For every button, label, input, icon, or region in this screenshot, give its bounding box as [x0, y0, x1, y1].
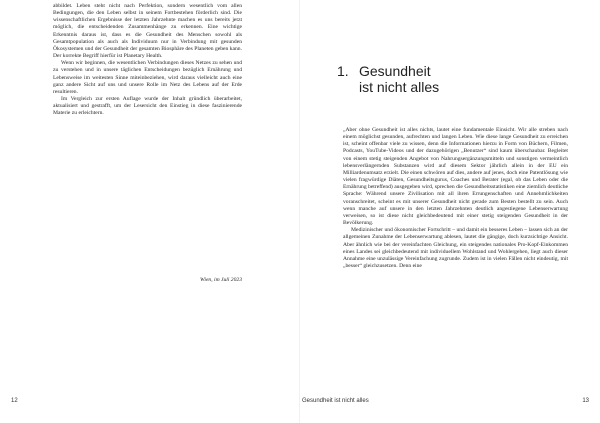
- page-number-left: 12: [11, 398, 18, 404]
- chapter-number: 1.: [337, 63, 349, 79]
- paragraph: Im Vergleich zur ersten Auflage wurde der Inhalt gründlich überarbeitet, aktualisiert und gestrafft, um der Lesersicht den Einstieg in diese faszinierende Materie zu erleichtern.: [53, 96, 242, 117]
- chapter-title-line1: Gesundheit: [359, 63, 431, 79]
- paragraph: „Aber ohne Gesundheit ist alles nichts, lautet eine fundamentale Einsicht. Wir alle streben nach einem möglichst gesunden, aufrechten und langen Leben. Wie diese lange Gesundheit zu erreichen ist, scheint offenbar viele zu wissen, denn die Informationen hierzu in Form von Büchern, Filmen, Podcasts, YouTube-Videos und der dazugehörigen „Benutzer“ sind kaum überschaubar. Begleitet von einem stetig steigenden Angebot von Nahrungsergänzungsmitteln und sonstigen vermeintlich lebensverlängernden Substanzen wird auf diesem Sektor jährlich allein in der EU ein Milliardenumsatz erzielt. Die einen schwören auf dies, andere auf jenes, doch eine Patentlösung wie vielen fragwürdige Diäten, Gesundheitsgurus, Coaches und Berater (egal, ob das Leben oder die Ernährung betreffend) ausgegeben wird, sprechen die Gesundheitsstatistiken eine ziemlich deutliche Sprache: Während unsere Zivilisation mit all ihren Errungenschaften und Annehmlichkeiten voranschreitet, scheint es mit unserer Gesundheit nicht gerade zum Besten bestellt zu sein. Auch wenn manche auf unsere in den letzten Jahrzehnten deutlich angestiegene Lebenserwartung verweisen, so ist diese nicht gleichbedeutend mit einer stetig steigenden Gesundheit in der Bevölkerung.: [343, 127, 568, 227]
- paragraph: abbildet. Leben steht nicht nach Perfektion, sondern wesentlich vom allen Bedingungen, die den Leben selbst in seinem Fortbestehen förderlich sind. Die wissenschaftlichen Ergebnisse der letzten Jahrzehnte machen es uns bereits jetzt möglich, die entscheidenden Zusammenhänge zu erkennen. Eine wichtige Erkenntnis daraus ist, dass es die Gesundheit des Menschen sowohl als Gesamtpopulation als auch als Individuum nur in Verbindung mit gesunden Ökosystemen und der Gesundheit der gesamten Biosphäre des Planeten geben kann. Der korrekte Begriff hierfür ist Planetary Health.: [53, 3, 242, 60]
- page-number-right: 13: [582, 398, 589, 404]
- chapter-title-line2: ist nicht alles: [359, 79, 440, 95]
- right-page-body: [343, 127, 568, 270]
- left-page-body: [53, 3, 242, 118]
- paragraph: Medizinischer und ökonomischer Fortschritt – und damit ein besseres Leben – lassen sich an der allgemeinen Zunahme der Lebenserwartung ablesen, lautet die gängige, doch kurzsichtige Ansicht. Aber ähnlich wie bei der vereinfachten Gleichung, ein steigendes nationales Pro-Kopf-Einkommen eines Landes sei gleichbedeutend mit individuellem Wohlstand und Wohlergehen, liegt auch dieser Annahme eine unzulässige Vereinfachung zugrunde. Zudem ist in vielen Fällen nicht eindeutig, mit „besser“ gleichzusetzen. Denn eine: [343, 227, 568, 269]
- paragraph: Wenn wir beginnen, die wesentlichen Verbindungen dieses Netzes zu sehen und zu verstehen und in unsere täglichen Entscheidungen bezüglich Ernährung und Lebensweise im weitesten Sinne miteinbeziehen, wird daraus vielleicht auch eine ganz andere Sicht auf uns und unsere Rolle im Netz des Lebens auf der Erde resultieren.: [53, 60, 242, 95]
- running-head: Gesundheit ist nicht alles: [302, 398, 369, 404]
- preface-signature: Wien, im Juli 2023: [200, 277, 242, 283]
- chapter-heading: [337, 63, 439, 95]
